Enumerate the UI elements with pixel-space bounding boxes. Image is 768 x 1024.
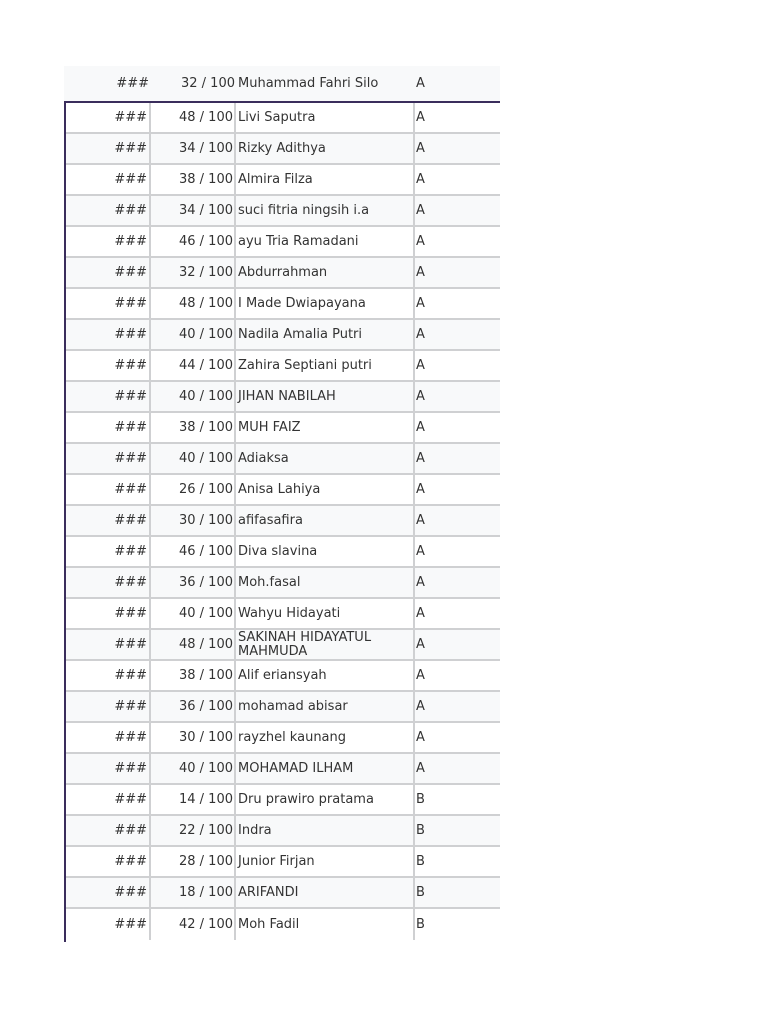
timestamp-cell[interactable]: ###	[64, 413, 151, 442]
class-cell[interactable]: B	[416, 885, 425, 900]
score-cell[interactable]: 26 / 100	[151, 475, 236, 504]
row-left-border	[64, 289, 66, 320]
row-left-border	[64, 382, 66, 413]
row-left-border	[64, 227, 66, 258]
timestamp-cell[interactable]: ###	[64, 227, 151, 256]
class-cell[interactable]: A	[416, 327, 425, 342]
class-cell[interactable]: A	[416, 265, 425, 280]
timestamp-cell[interactable]: ###	[64, 785, 151, 814]
score-cell[interactable]: 46 / 100	[151, 537, 236, 566]
name-cell[interactable]: Indra	[236, 816, 415, 845]
timestamp-cell[interactable]: ###	[64, 320, 151, 349]
class-cell[interactable]: B	[416, 917, 425, 932]
class-cell[interactable]: B	[416, 823, 425, 838]
row-left-border	[64, 506, 66, 537]
table-row[interactable]	[64, 103, 500, 134]
row-left-border	[64, 196, 66, 227]
table-row[interactable]	[64, 599, 500, 630]
timestamp-cell[interactable]: ###	[64, 351, 151, 380]
timestamp-cell[interactable]: ###	[64, 754, 151, 783]
timestamp-cell[interactable]: ###	[64, 475, 151, 504]
timestamp-cell[interactable]: ###	[64, 630, 151, 659]
spreadsheet-table	[64, 66, 500, 940]
class-cell[interactable]: A	[416, 451, 425, 466]
table-row[interactable]	[64, 537, 500, 568]
row-left-border	[64, 692, 66, 723]
row-left-border	[64, 661, 66, 692]
table-row[interactable]	[64, 444, 500, 475]
score-cell[interactable]: 38 / 100	[151, 165, 236, 194]
class-cell[interactable]: A	[416, 110, 425, 125]
timestamp-cell[interactable]: ###	[64, 909, 151, 940]
row-left-border	[64, 754, 66, 785]
row-left-border	[64, 320, 66, 351]
row-left-border	[64, 568, 66, 599]
timestamp-cell[interactable]: ###	[64, 382, 151, 411]
table-row[interactable]	[64, 692, 500, 723]
timestamp-cell[interactable]: ###	[64, 506, 151, 535]
class-cell[interactable]: A	[416, 420, 425, 435]
timestamp-cell[interactable]: ###	[64, 723, 151, 752]
table-row[interactable]	[64, 165, 500, 196]
score-cell[interactable]: 36 / 100	[151, 568, 236, 597]
class-cell[interactable]: A	[416, 234, 425, 249]
class-cell[interactable]: A	[416, 730, 425, 745]
score-cell[interactable]: 42 / 100	[151, 909, 236, 940]
score-cell[interactable]: 32 / 100	[181, 76, 235, 91]
table-row[interactable]	[64, 785, 500, 816]
table-row[interactable]	[64, 754, 500, 785]
name-cell[interactable]: Alif eriansyah	[236, 661, 415, 690]
score-cell[interactable]: 40 / 100	[151, 599, 236, 628]
table-row[interactable]	[64, 134, 500, 165]
score-cell[interactable]: 48 / 100	[151, 289, 236, 318]
name-cell[interactable]: ARIFANDI	[236, 878, 415, 907]
score-cell[interactable]: 30 / 100	[151, 506, 236, 535]
name-cell[interactable]: Rizky Adithya	[236, 134, 415, 163]
score-cell[interactable]: 44 / 100	[151, 351, 236, 380]
score-cell[interactable]: 14 / 100	[151, 785, 236, 814]
table-row[interactable]	[64, 630, 500, 661]
timestamp-cell[interactable]: ###	[64, 568, 151, 597]
class-cell[interactable]: A	[416, 575, 425, 590]
score-cell[interactable]: 32 / 100	[151, 258, 236, 287]
row-left-border	[64, 258, 66, 289]
score-cell[interactable]: 28 / 100	[151, 847, 236, 876]
name-cell[interactable]: Junior Firjan	[236, 847, 415, 876]
table-row[interactable]	[64, 258, 500, 289]
table-row[interactable]	[64, 506, 500, 537]
row-left-border	[64, 475, 66, 506]
row-left-border	[64, 723, 66, 754]
timestamp-cell[interactable]: ###	[64, 537, 151, 566]
table-row[interactable]	[64, 878, 500, 909]
timestamp-cell[interactable]: ###	[64, 847, 151, 876]
class-cell[interactable]: A	[416, 637, 425, 652]
name-cell[interactable]: rayzhel kaunang	[236, 723, 415, 752]
timestamp-cell[interactable]: ###	[64, 599, 151, 628]
score-cell[interactable]: 40 / 100	[151, 320, 236, 349]
name-cell[interactable]: Diva slavina	[236, 537, 415, 566]
name-cell[interactable]: Moh.fasal	[236, 568, 415, 597]
name-cell[interactable]: mohamad abisar	[236, 692, 415, 721]
row-left-border	[64, 537, 66, 568]
timestamp-cell[interactable]: ###	[64, 878, 151, 907]
class-cell[interactable]: A	[416, 761, 425, 776]
table-row[interactable]	[64, 413, 500, 444]
score-cell[interactable]: 38 / 100	[151, 413, 236, 442]
class-cell[interactable]: A	[416, 76, 425, 91]
table-row[interactable]	[64, 351, 500, 382]
table-row[interactable]	[64, 661, 500, 692]
table-row[interactable]	[64, 475, 500, 506]
class-cell[interactable]: A	[416, 513, 425, 528]
class-cell[interactable]: A	[416, 699, 425, 714]
timestamp-cell[interactable]: ###	[64, 196, 151, 225]
row-left-border	[64, 351, 66, 382]
class-cell[interactable]: A	[416, 141, 425, 156]
name-cell[interactable]: Moh Fadil	[236, 909, 415, 940]
name-cell[interactable]: Nadila Amalia Putri	[236, 320, 415, 349]
timestamp-cell[interactable]: ###	[64, 289, 151, 318]
table-row[interactable]	[64, 723, 500, 754]
name-cell[interactable]: Almira Filza	[236, 165, 415, 194]
timestamp-cell[interactable]: ###	[64, 165, 151, 194]
name-cell[interactable]: Wahyu Hidayati	[236, 599, 415, 628]
row-left-border	[64, 816, 66, 847]
score-cell[interactable]: 40 / 100	[151, 444, 236, 473]
class-cell[interactable]: A	[416, 668, 425, 683]
name-cell[interactable]: Livi Saputra	[236, 103, 415, 132]
name-cell[interactable]: suci fitria ningsih i.a	[236, 196, 415, 225]
score-cell[interactable]: 34 / 100	[151, 134, 236, 163]
row-left-border	[64, 134, 66, 165]
score-cell[interactable]: 48 / 100	[151, 630, 236, 659]
score-cell[interactable]: 38 / 100	[151, 661, 236, 690]
name-cell[interactable]: Dru prawiro pratama	[236, 785, 415, 814]
table-row[interactable]	[64, 227, 500, 258]
class-cell[interactable]: B	[416, 792, 425, 807]
row-left-border	[64, 444, 66, 475]
name-cell[interactable]: SAKINAH HIDAYATUL MAHMUDA	[236, 630, 415, 659]
name-cell[interactable]: afifasafira	[236, 506, 415, 535]
score-cell[interactable]: 36 / 100	[151, 692, 236, 721]
name-cell[interactable]: MUH FAIZ	[236, 413, 415, 442]
timestamp-cell[interactable]: ###	[64, 444, 151, 473]
class-cell[interactable]: A	[416, 203, 425, 218]
class-cell[interactable]: A	[416, 358, 425, 373]
timestamp-cell[interactable]: ###	[64, 661, 151, 690]
name-cell[interactable]: Adiaksa	[236, 444, 415, 473]
class-cell[interactable]: A	[416, 482, 425, 497]
row-left-border	[64, 165, 66, 196]
class-cell[interactable]: A	[416, 544, 425, 559]
class-cell[interactable]: B	[416, 854, 425, 869]
table-row[interactable]	[64, 289, 500, 320]
table-row[interactable]	[64, 816, 500, 847]
name-cell[interactable]: Abdurrahman	[236, 258, 415, 287]
name-cell[interactable]: Zahira Septiani putri	[236, 351, 415, 380]
name-cell[interactable]: I Made Dwiapayana	[236, 289, 415, 318]
score-cell[interactable]: 40 / 100	[151, 754, 236, 783]
table-row[interactable]	[64, 196, 500, 227]
timestamp-cell[interactable]: ###	[64, 103, 151, 132]
timestamp-cell[interactable]: ###	[64, 258, 151, 287]
class-cell[interactable]: A	[416, 606, 425, 621]
row-left-border	[64, 413, 66, 444]
score-cell[interactable]: 18 / 100	[151, 878, 236, 907]
row-left-border	[64, 785, 66, 816]
timestamp-cell[interactable]: ###	[116, 76, 149, 91]
row-left-border	[64, 599, 66, 630]
score-cell[interactable]: 34 / 100	[151, 196, 236, 225]
row-left-border	[64, 630, 66, 661]
timestamp-cell[interactable]: ###	[64, 134, 151, 163]
table-row[interactable]	[64, 382, 500, 413]
score-cell[interactable]: 22 / 100	[151, 816, 236, 845]
name-cell[interactable]: MOHAMAD ILHAM	[236, 754, 415, 783]
table-row[interactable]	[64, 909, 500, 940]
score-cell[interactable]: 30 / 100	[151, 723, 236, 752]
name-cell[interactable]: Anisa Lahiya	[236, 475, 415, 504]
class-cell[interactable]: A	[416, 296, 425, 311]
table-row[interactable]	[64, 66, 500, 103]
timestamp-cell[interactable]: ###	[64, 816, 151, 845]
row-left-border	[64, 847, 66, 878]
table-row[interactable]	[64, 847, 500, 878]
table-row[interactable]	[64, 568, 500, 599]
score-cell[interactable]: 46 / 100	[151, 227, 236, 256]
row-left-border	[64, 103, 66, 134]
score-cell[interactable]: 48 / 100	[151, 103, 236, 132]
name-cell[interactable]: Muhammad Fahri Silo	[238, 75, 379, 91]
row-left-border	[64, 878, 66, 909]
class-cell[interactable]: A	[416, 172, 425, 187]
name-cell[interactable]: JIHAN NABILAH	[236, 382, 415, 411]
class-cell[interactable]: A	[416, 389, 425, 404]
table-row[interactable]	[64, 320, 500, 351]
timestamp-cell[interactable]: ###	[64, 692, 151, 721]
name-cell[interactable]: ayu Tria Ramadani	[236, 227, 415, 256]
score-cell[interactable]: 40 / 100	[151, 382, 236, 411]
row-left-border	[64, 909, 66, 942]
